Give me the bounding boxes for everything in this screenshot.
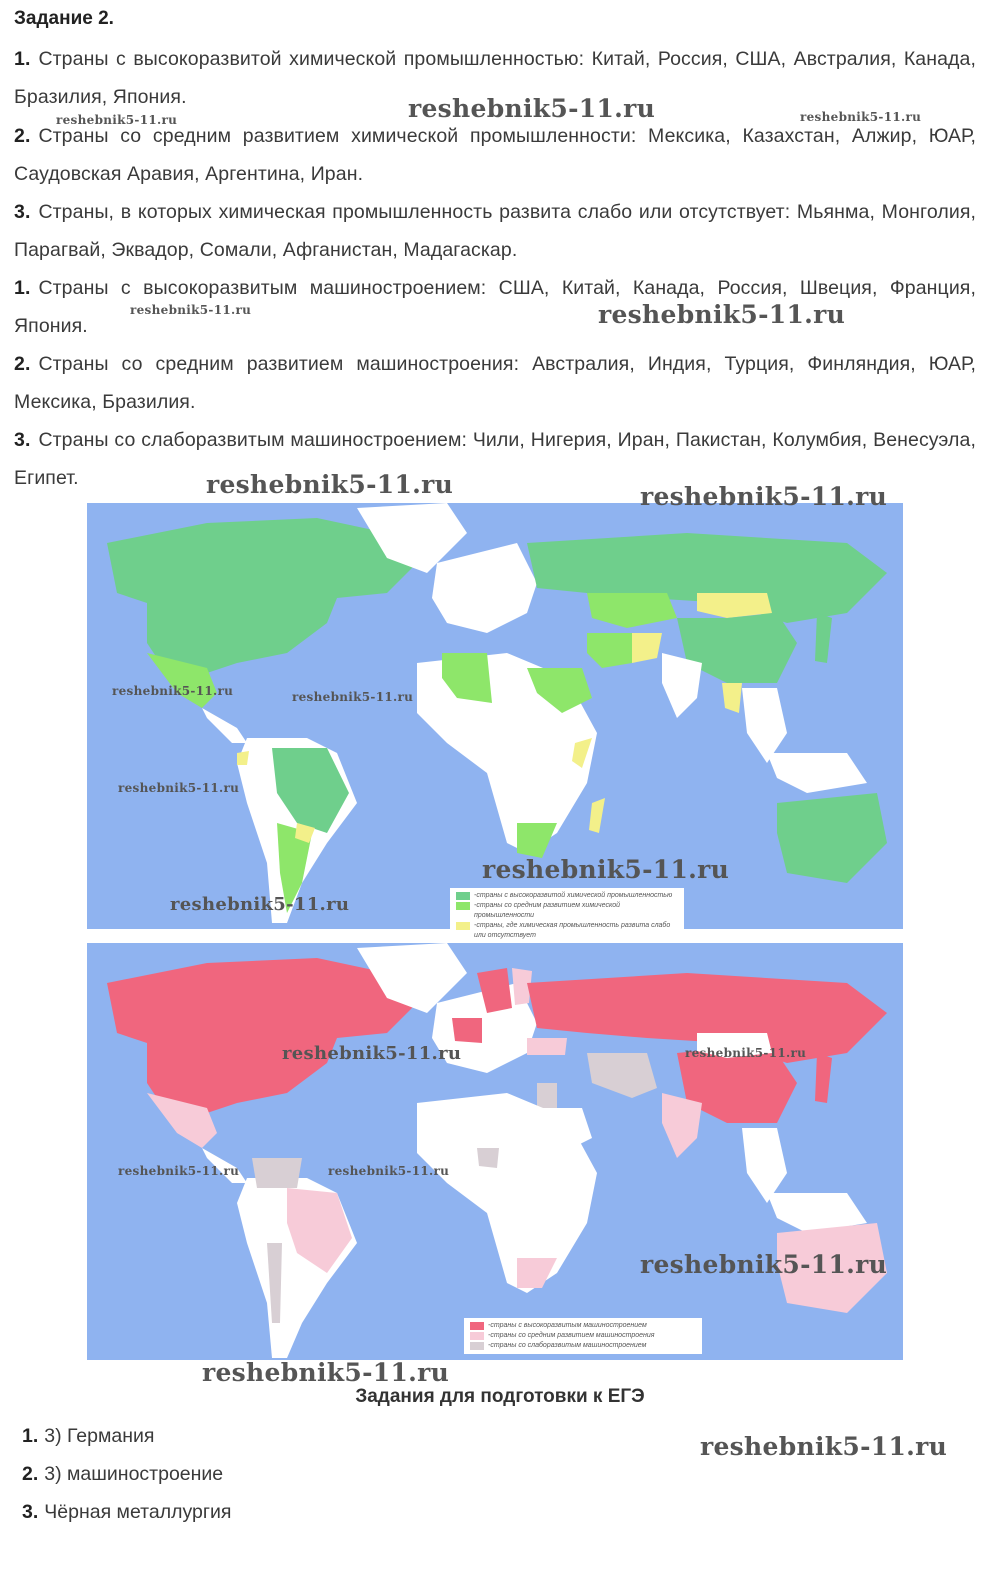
watermark: reshebnik5-11.ru xyxy=(282,1043,462,1064)
watermark: reshebnik5-11.ru xyxy=(56,113,178,127)
paragraph-number: 2. xyxy=(14,353,31,375)
map-legend xyxy=(450,888,684,944)
legend-item xyxy=(456,901,678,921)
paragraph-text: Страны с высокоразвитой химической промышленностью: Китай, Россия, США, Австралия, Канада, Бразилия, Япония. xyxy=(14,48,976,108)
world-map-machine xyxy=(87,943,903,1360)
answer-number: 3. xyxy=(22,1501,39,1523)
answer-number: 2. xyxy=(22,1463,39,1485)
answer-item xyxy=(22,1463,223,1486)
answer-text: Чёрная металлургия xyxy=(44,1501,232,1523)
paragraph-mach-medium xyxy=(14,345,976,421)
legend-item xyxy=(456,891,678,901)
paragraph-text: Страны со средним развитием химической промышленности: Мексика, Казахстан, Алжир, ЮАР, Саудовская Аравия, Аргентина, Иран. xyxy=(14,125,976,185)
legend-item xyxy=(456,921,678,941)
watermark: reshebnik5-11.ru xyxy=(640,1250,888,1279)
watermark: reshebnik5-11.ru xyxy=(292,690,414,704)
legend-swatch xyxy=(456,902,470,910)
watermark: reshebnik5-11.ru xyxy=(118,1164,240,1178)
watermark: reshebnik5-11.ru xyxy=(482,855,730,884)
paragraph-text: Страны с высокоразвитым машиностроением: США, Китай, Канада, Россия, Швеция, Франция, Япония. xyxy=(14,277,976,337)
legend-swatch xyxy=(456,892,470,900)
legend-item xyxy=(470,1341,696,1351)
watermark: reshebnik5-11.ru xyxy=(170,894,350,915)
watermark: reshebnik5-11.ru xyxy=(700,1432,948,1461)
legend-swatch xyxy=(470,1332,484,1340)
legend-label: -страны со средним развитием машиностроения xyxy=(488,1332,655,1339)
legend-swatch xyxy=(470,1342,484,1350)
paragraph-text: Страны, в которых химическая промышленность развита слабо или отсутствует: Мьянма, Монголия, Парагвай, Эквадор, Сомали, Афганистан, Мадагаскар. xyxy=(14,201,976,261)
legend-label: -страны с высокоразвитым машиностроением xyxy=(488,1322,647,1329)
legend-swatch xyxy=(470,1322,484,1330)
answer-text: 3) машиностроение xyxy=(44,1463,224,1485)
legend-label: -страны с высокоразвитой химической промышленностью xyxy=(474,892,673,899)
task-heading: Задание 2. xyxy=(14,8,114,29)
answer-number: 1. xyxy=(22,1425,39,1447)
answer-item xyxy=(22,1425,154,1448)
watermark: reshebnik5-11.ru xyxy=(112,684,234,698)
watermark: reshebnik5-11.ru xyxy=(118,781,240,795)
watermark: reshebnik5-11.ru xyxy=(408,94,656,123)
answer-item xyxy=(22,1501,231,1524)
paragraph-number: 3. xyxy=(14,429,31,451)
watermark: reshebnik5-11.ru xyxy=(640,482,888,511)
ege-section-title: Задания для подготовки к ЕГЭ xyxy=(355,1386,645,1407)
legend-item xyxy=(470,1331,696,1341)
legend-label: -страны, где химическая промышленность развита слабо или отсутствует xyxy=(474,922,671,939)
watermark: reshebnik5-11.ru xyxy=(685,1046,807,1060)
watermark: reshebnik5-11.ru xyxy=(800,110,922,124)
legend-label: -страны со слаборазвитым машиностроением xyxy=(488,1342,647,1349)
watermark: reshebnik5-11.ru xyxy=(598,300,846,329)
watermark: reshebnik5-11.ru xyxy=(328,1164,450,1178)
legend-swatch xyxy=(456,922,470,930)
answer-text: 3) Германия xyxy=(44,1425,155,1447)
watermark: reshebnik5-11.ru xyxy=(202,1358,450,1387)
machine-building-map xyxy=(87,943,903,1360)
paragraph-text: Страны со средним развитием машиностроения: Австралия, Индия, Турция, Финляндия, ЮАР, Мексика, Бразилия. xyxy=(14,353,976,413)
map-legend xyxy=(464,1318,702,1354)
paragraph-text: Страны со слаборазвитым машиностроением: Чили, Нигерия, Иран, Пакистан, Колумбия, Венесуэла, Египет. xyxy=(14,429,976,489)
watermark: reshebnik5-11.ru xyxy=(206,470,454,499)
paragraph-number: 1. xyxy=(14,277,31,299)
paragraph-number: 2. xyxy=(14,125,31,147)
legend-item xyxy=(470,1321,696,1331)
paragraph-number: 1. xyxy=(14,48,31,70)
paragraph-number: 3. xyxy=(14,201,31,223)
paragraph-chem-medium xyxy=(14,117,976,193)
paragraph-chem-low xyxy=(14,193,976,269)
watermark: reshebnik5-11.ru xyxy=(130,303,252,317)
legend-label: -страны со средним развитием химической промышленности xyxy=(474,902,621,919)
